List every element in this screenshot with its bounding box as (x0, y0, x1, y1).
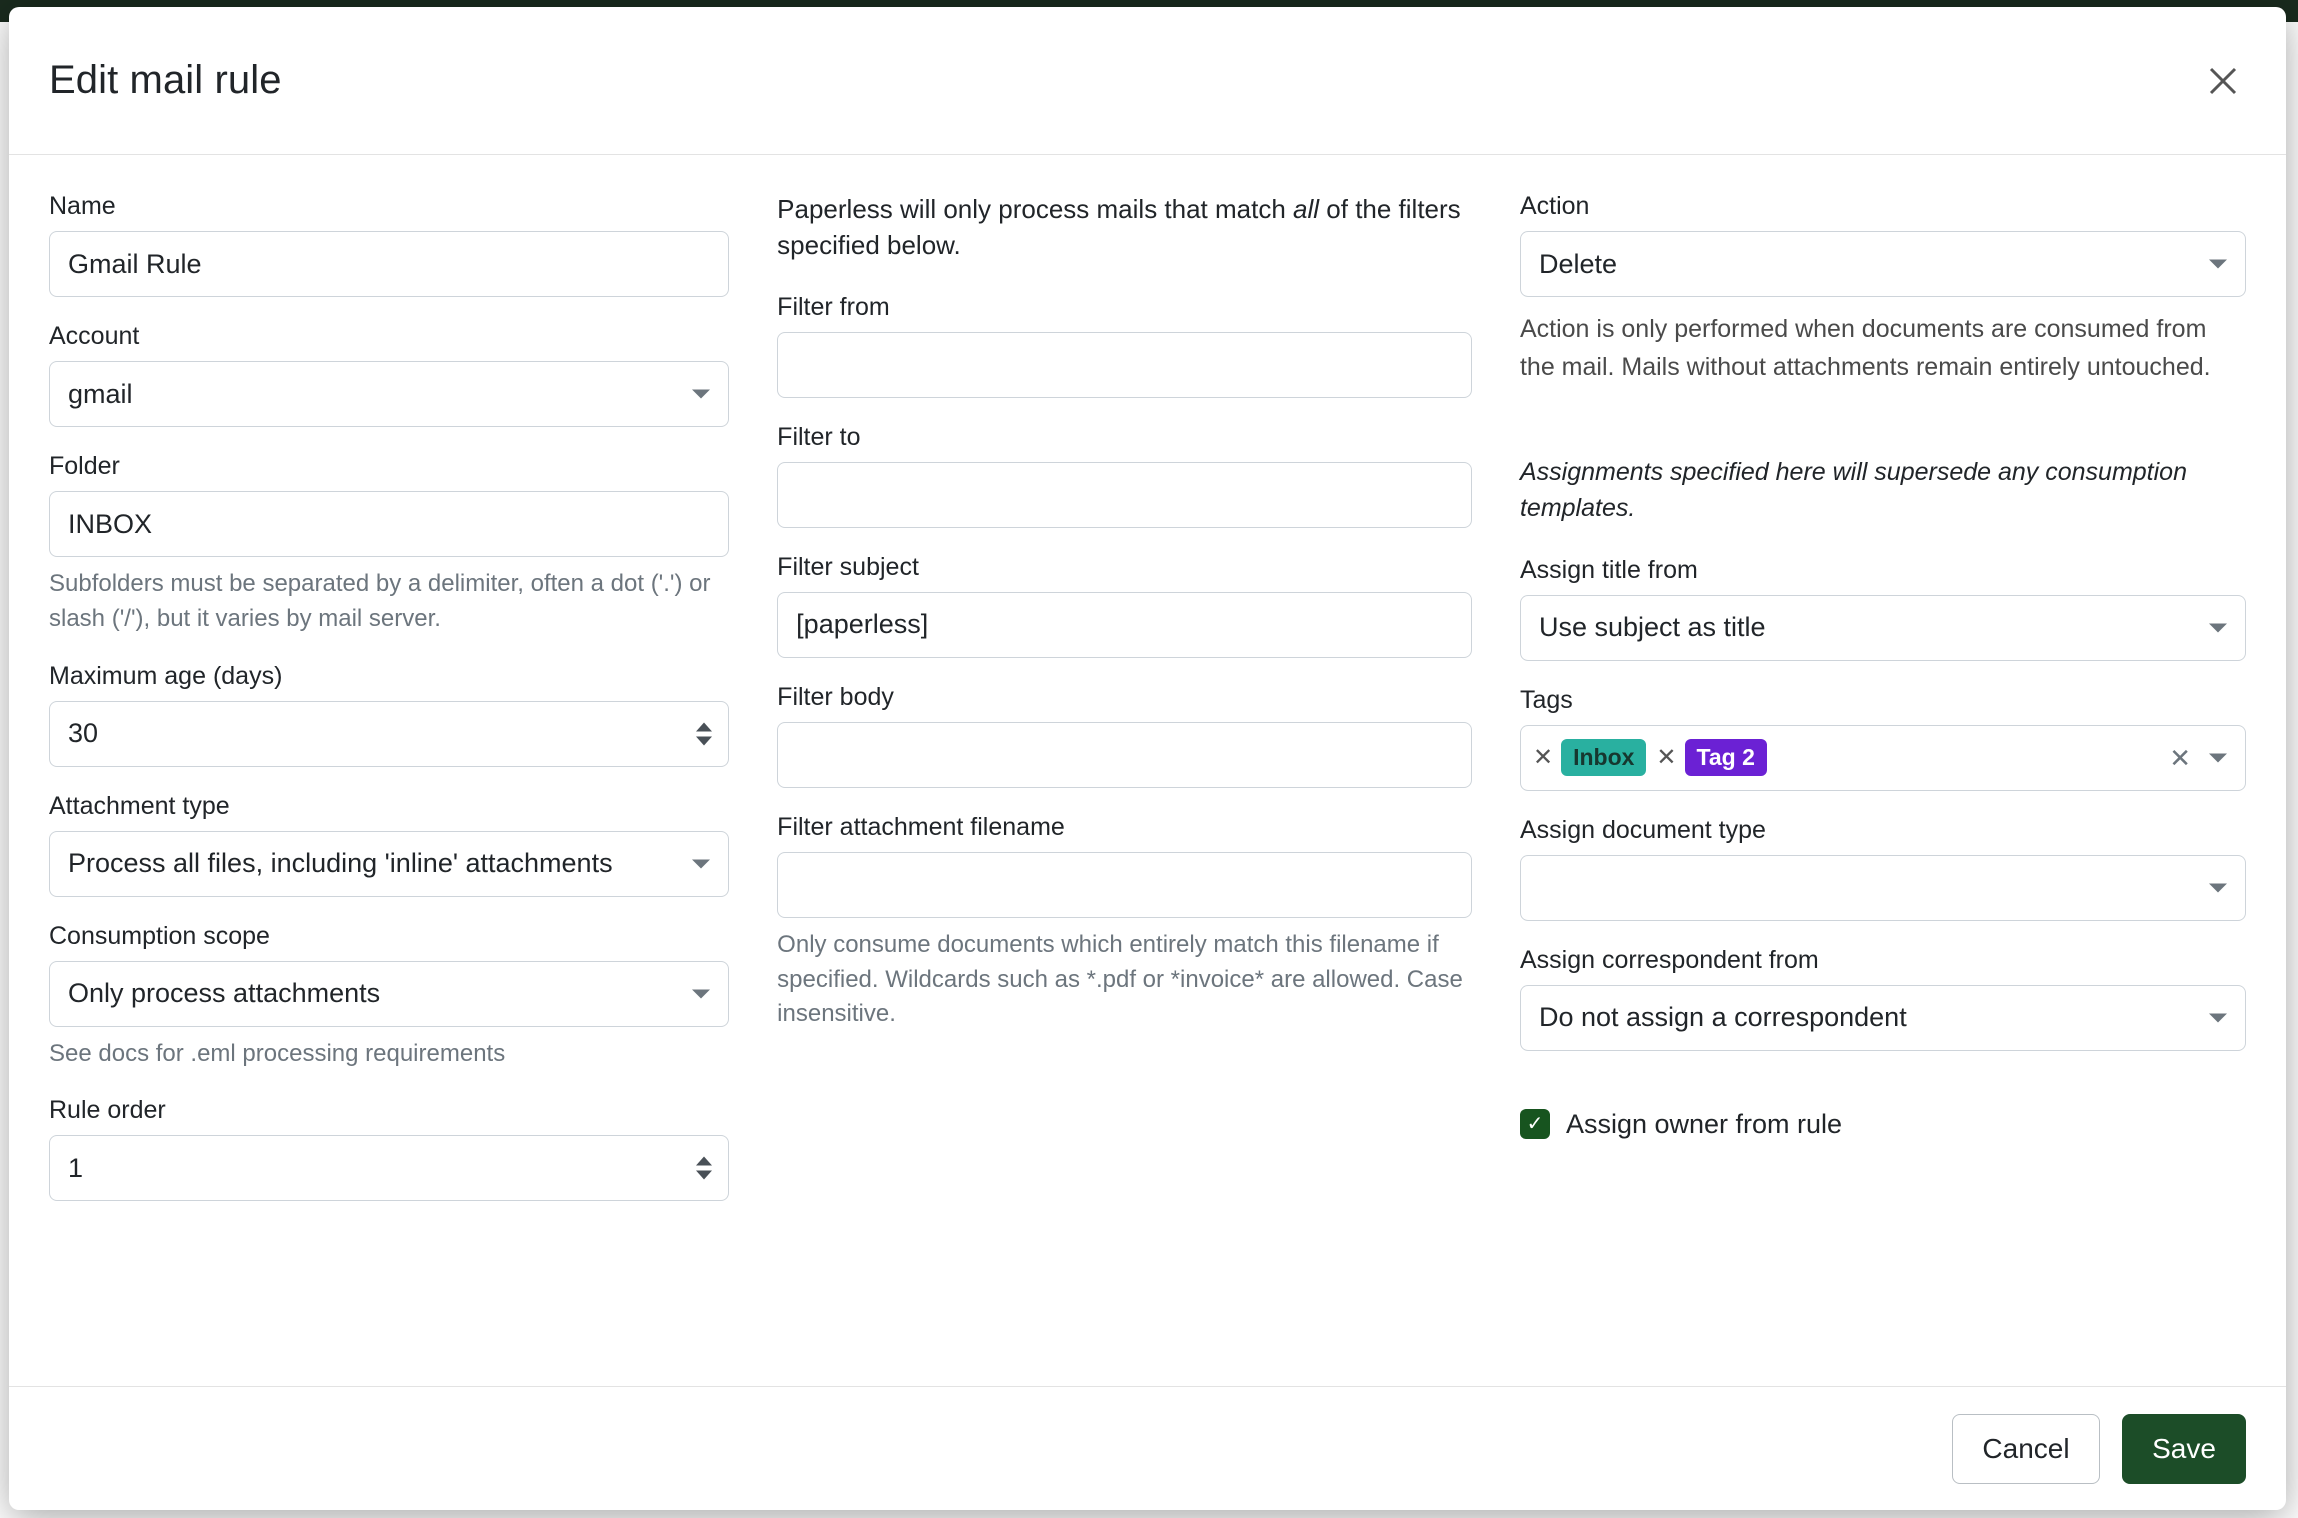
filter-to-input[interactable] (777, 462, 1472, 528)
dialog-header (9, 7, 2286, 155)
filters-intro-emphasis: all (1293, 194, 1320, 224)
max-age-value: 30 (68, 718, 99, 749)
chevron-down-icon (692, 989, 710, 998)
assign-title-value: Use subject as title (1538, 612, 1766, 642)
max-age-input[interactable] (49, 701, 729, 767)
chevron-down-icon (2209, 753, 2227, 762)
actions-column (1520, 191, 2246, 1376)
filters-column (777, 191, 1520, 1376)
rule-basics-column (49, 191, 777, 1376)
assign-correspondent-label: Assign correspondent from (1519, 945, 1819, 974)
max-age-field-block (49, 661, 729, 767)
filter-from-label: Filter from (777, 292, 890, 321)
assign-owner-row[interactable] (1520, 1109, 2246, 1140)
consumption-scope-select[interactable] (49, 961, 729, 1027)
folder-label: Folder (49, 452, 120, 480)
consumption-scope-help-text: See docs for .eml processing requirements (49, 1039, 506, 1067)
name-input[interactable]: Gmail Rule (49, 231, 729, 297)
number-stepper-icon[interactable] (696, 1157, 712, 1180)
action-help-text: Action is only performed when documents are consumed from the mail. Mails without attachments remain entirely untouched. (1519, 315, 2211, 381)
assign-title-label: Assign title from (1519, 555, 1698, 584)
rule-order-value: 1 (68, 1152, 84, 1183)
filter-body-field-block (777, 682, 1472, 788)
filters-intro-prefix: Paperless will only process mails that match (777, 194, 1294, 224)
folder-input[interactable]: INBOX (49, 491, 729, 557)
filter-attachment-help-text: Only consume documents which entirely match this filename if specified. Wildcards such as *.pdf or *invoice* are allowed. Case insensitive. (777, 930, 1463, 1028)
tag-chip-label: Tag 2 (1685, 739, 1767, 776)
filter-from-field-block (777, 292, 1472, 398)
chevron-down-icon (2209, 260, 2227, 269)
account-select[interactable] (49, 361, 729, 427)
filter-from-input[interactable] (777, 332, 1472, 398)
filter-subject-label: Filter subject (777, 552, 919, 581)
action-select[interactable] (1520, 231, 2246, 297)
assignments-note: Assignments specified here will supersede any consumption templates. (1519, 458, 2187, 523)
assign-correspondent-select[interactable] (1520, 985, 2246, 1051)
tags-field-block (1520, 685, 2246, 791)
rule-order-field-block (49, 1095, 729, 1201)
tag-item[interactable] (1656, 739, 1766, 776)
account-value: gmail (68, 378, 133, 409)
chevron-down-icon (2209, 623, 2227, 632)
folder-field-block (49, 451, 729, 637)
filters-intro-suffix: of the filters specified below. (777, 194, 1461, 261)
consumption-scope-field-block (49, 921, 729, 1072)
attachment-type-field-block (49, 791, 729, 897)
dialog-body (9, 155, 2286, 1386)
attachment-type-value: Process all files, including 'inline' attachments (68, 848, 613, 879)
name-field-block (49, 191, 729, 297)
account-field-block (49, 321, 729, 427)
filter-attachment-filename-input[interactable] (777, 852, 1472, 918)
action-label: Action (1519, 192, 1590, 220)
tags-label: Tags (1519, 685, 1573, 714)
assign-correspondent-value: Do not assign a correspondent (1538, 1002, 1907, 1032)
filter-subject-field-block (777, 552, 1472, 658)
action-field-block (1520, 191, 2246, 386)
tag-item[interactable] (1533, 739, 1646, 776)
page-title: Edit mail rule (49, 58, 282, 102)
number-stepper-icon[interactable] (696, 722, 712, 745)
edit-mail-rule-dialog (9, 7, 2286, 1510)
assign-document-type-label: Assign document type (1519, 815, 1766, 844)
filter-attachment-filename-label: Filter attachment filename (777, 812, 1065, 841)
rule-order-input[interactable] (49, 1135, 729, 1201)
assign-document-type-field-block (1520, 815, 2246, 921)
consumption-scope-label: Consumption scope (49, 921, 270, 950)
assign-document-type-select[interactable] (1520, 855, 2246, 921)
attachment-type-select[interactable] (49, 831, 729, 897)
max-age-label: Maximum age (days) (49, 661, 283, 690)
consumption-scope-value: Only process attachments (68, 978, 381, 1009)
filters-intro-text (777, 191, 1472, 264)
assign-owner-label: Assign owner from rule (1565, 1108, 1843, 1139)
filter-attachment-filename-field-block (777, 812, 1472, 1032)
chevron-down-icon (2209, 1013, 2227, 1022)
chevron-down-icon (692, 859, 710, 868)
save-button[interactable]: Save (2122, 1414, 2246, 1484)
remove-tag-icon[interactable]: ✕ (1656, 743, 1677, 771)
tags-select[interactable] (1520, 725, 2246, 791)
assign-correspondent-field-block (1520, 945, 2246, 1051)
rule-order-label: Rule order (49, 1096, 166, 1125)
close-icon[interactable] (2200, 58, 2246, 104)
filter-body-label: Filter body (777, 682, 894, 711)
dialog-footer (9, 1386, 2286, 1510)
assign-title-field-block (1520, 555, 2246, 661)
tag-chip-label: Inbox (1561, 739, 1646, 776)
action-value: Delete (1538, 248, 1618, 279)
assign-owner-checkbox[interactable]: ✓ (1520, 1109, 1550, 1139)
cancel-button[interactable]: Cancel (1952, 1414, 2100, 1484)
folder-help-text: Subfolders must be separated by a delimiter, often a dot ('.') or slash ('/'), but it varies by mail server. (49, 570, 711, 632)
chevron-down-icon (692, 390, 710, 399)
chevron-down-icon (2209, 883, 2227, 892)
filter-body-input[interactable] (777, 722, 1472, 788)
assign-title-select[interactable] (1520, 595, 2246, 661)
attachment-type-label: Attachment type (49, 791, 230, 820)
filter-subject-input[interactable]: [paperless] (777, 592, 1472, 658)
account-label: Account (49, 322, 140, 350)
clear-icon[interactable]: ✕ (2169, 742, 2191, 773)
filter-to-field-block (777, 422, 1472, 528)
name-label: Name (49, 192, 116, 220)
remove-tag-icon[interactable]: ✕ (1532, 743, 1554, 771)
filter-to-label: Filter to (777, 422, 861, 451)
